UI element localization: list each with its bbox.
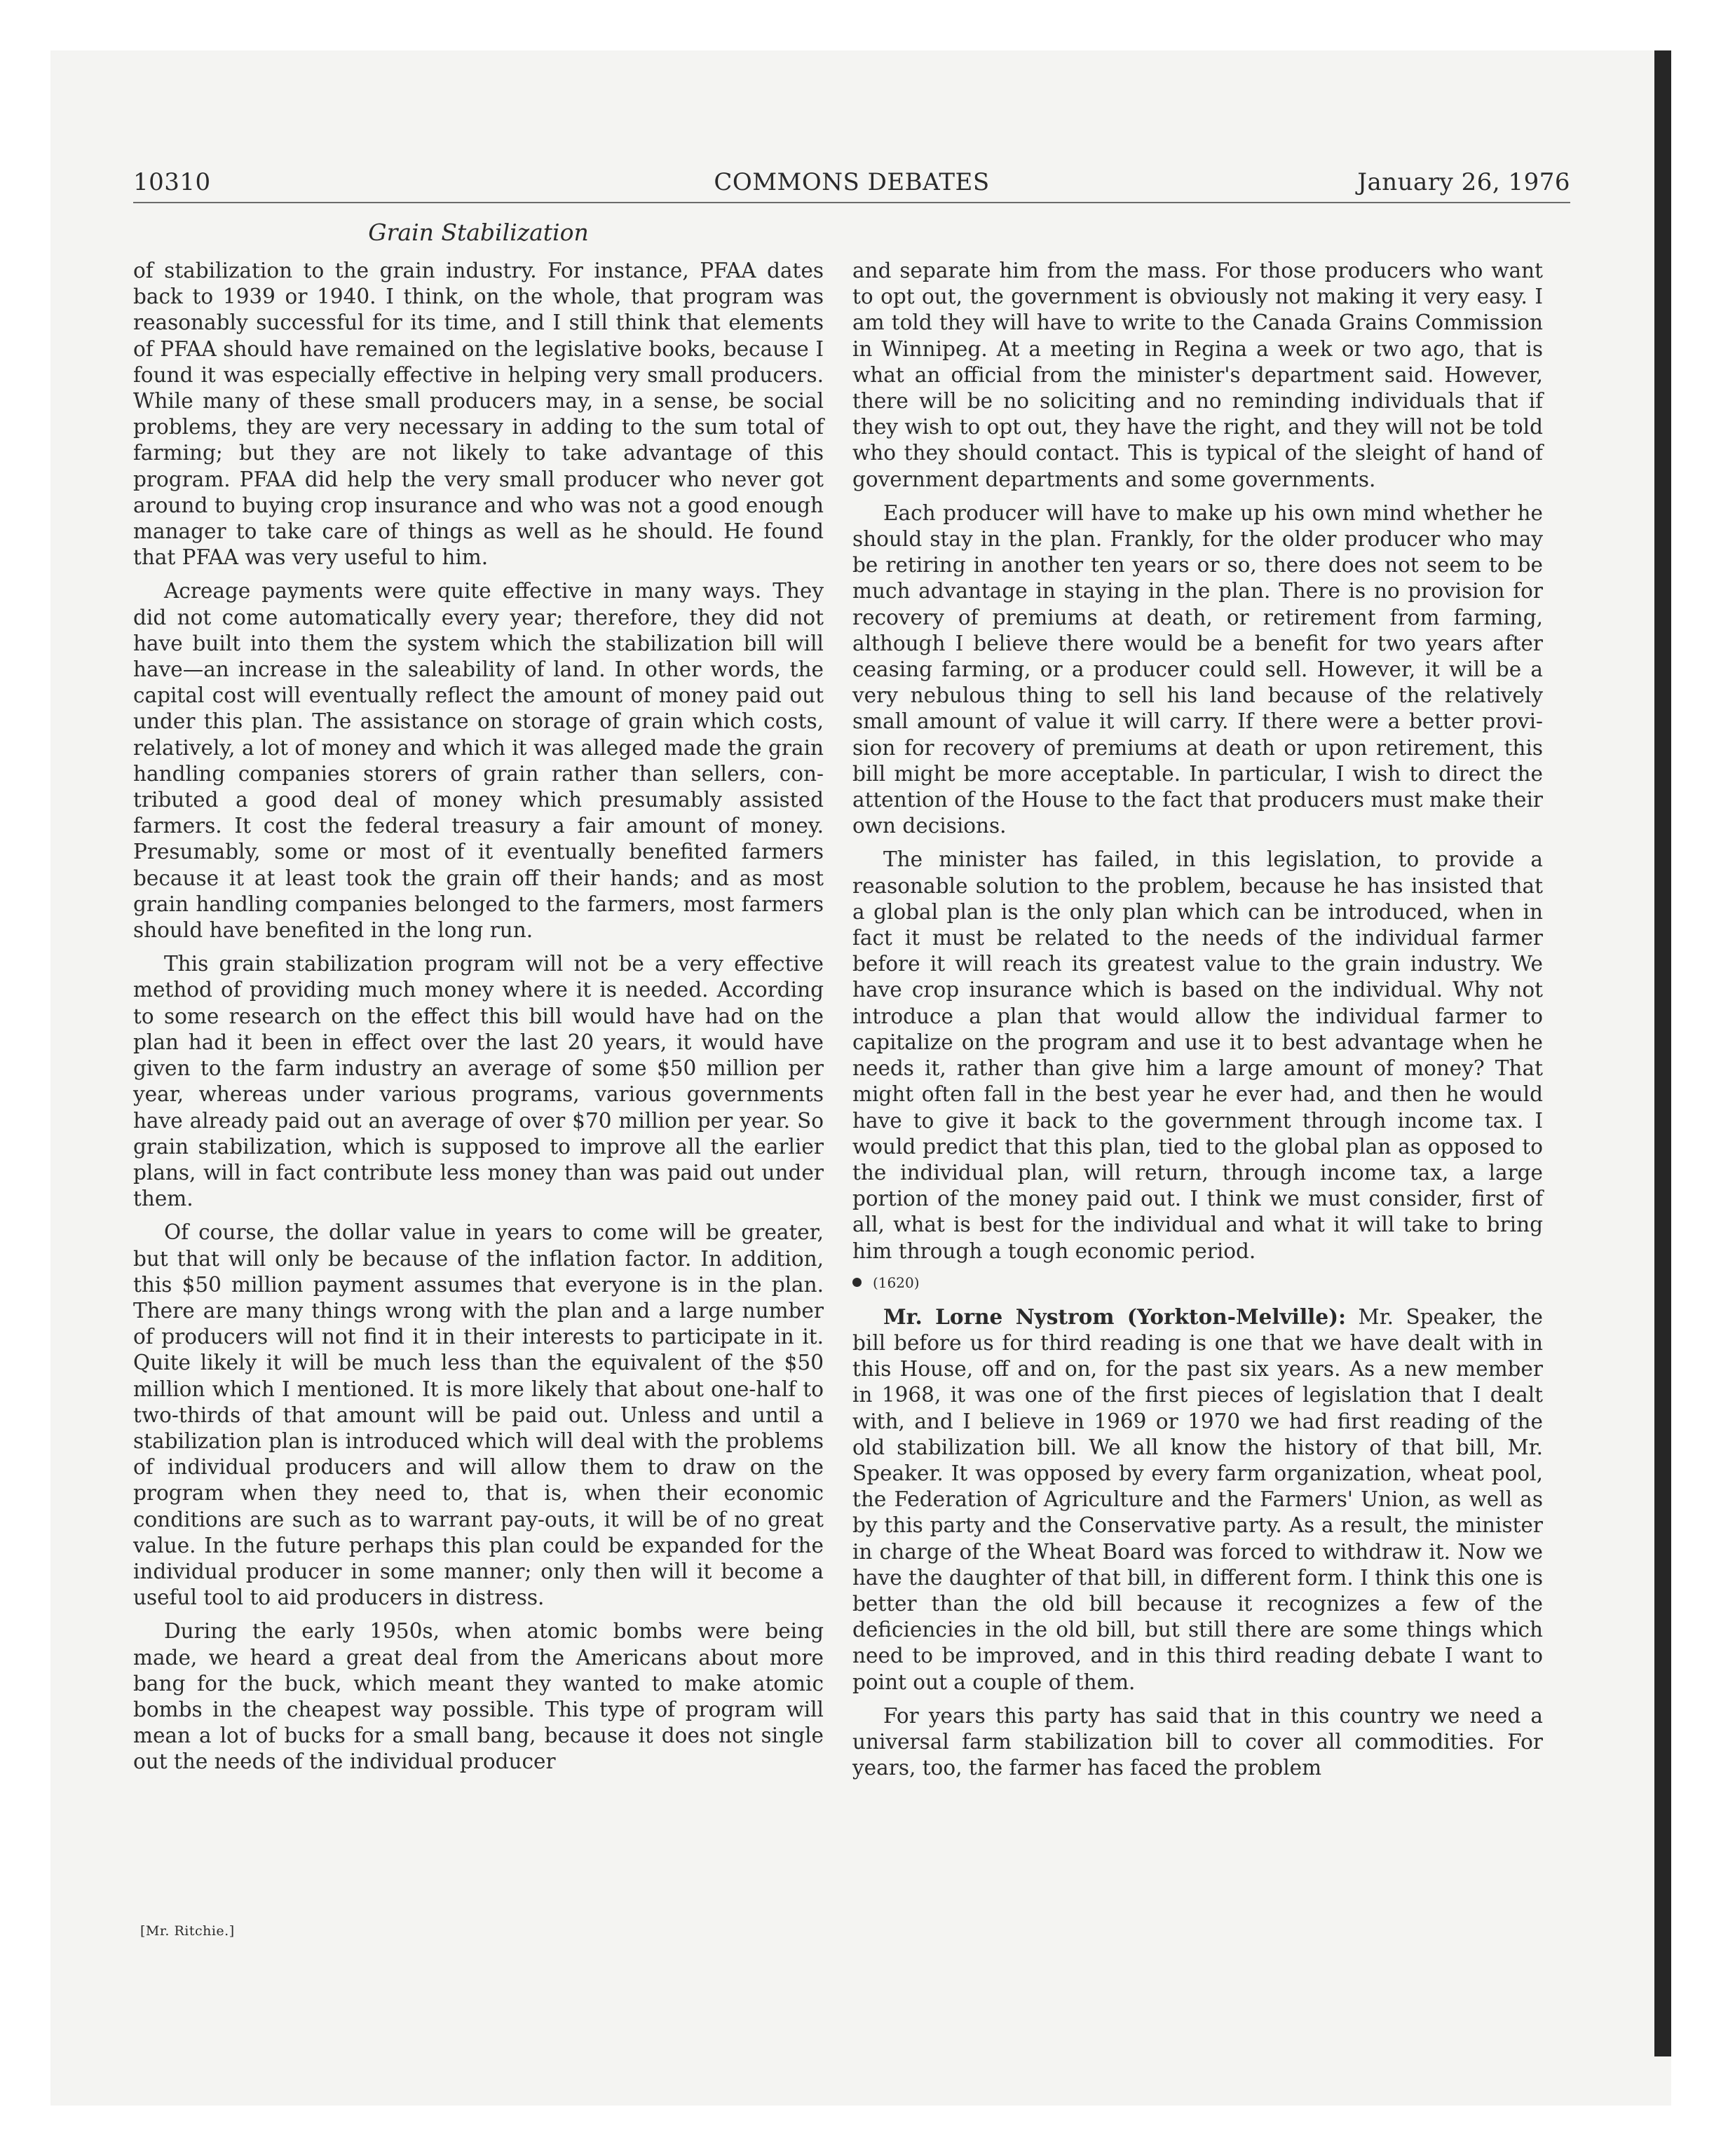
paragraph: Of course, the dollar value in years to come will be greater, but that will only be because of the inflation factor. In addition, this $50 million payment assumes that everyone is in the plan. There are many things wrong with the plan and a large number of producers will not find it in their interests to participate in it. Quite likely it will be much less than the equivalent of the $50 million which I mentioned. It is more likely that about one-half to two-thirds of that amount will be paid out. Unless and until a stabilization plan is introduced which will deal with the problems of individual producers and will allow them to draw on the program when they need to, that is, when their economic conditions are such as to warrant pay-outs, it will be of no great value. In the future perhaps this plan could be expanded for the individual producer in some manner; only then will it become a useful tool to aid producers in distress. <box>133 1220 824 1610</box>
speaker-text: Mr. Speaker, the bill before us for third reading is one that we have dealt with in this House, off and on, for the past six years. As a new member in 1968, it was one of the first pieces of legislation that I dealt with, and I believe in 1969 or 1970 we had first reading of the old stabilization bill. We all know the history of that bill, Mr. Speaker. It was opposed by every farm organization, wheat pool, the Federation of Agriculture and the Farmers' Union, as well as by this party and the Conservative party. As a result, the minister in charge of the Wheat Board was forced to withdraw it. Now we have the daughter of that bill, in different form. I think this one is better than the old bill because it recognizes a few of the deficiencies in the old bill, but still there are some things which need to be improved, and in this third reading debate I want to point out a couple of them. <box>852 1304 1543 1694</box>
time-marker <box>852 1274 1543 1291</box>
scan-edge-shadow <box>1654 50 1671 2056</box>
bullet-icon <box>852 1278 862 1287</box>
paragraph: This grain stabilization program will not be a very effective method of providing much money where it is needed. According to some research on the effect this bill would have had on the plan had it been in effect over the last 20 years, it would have given to the farm industry an average of some $50 million per year, whereas under various programs, various governments have already paid out an average of over $70 million per year. So grain stabilization, which is supposed to improve all the earlier plans, will in fact contribute less money than was paid out under them. <box>133 952 824 1211</box>
time-marker-label: (1620) <box>873 1274 920 1291</box>
paragraph: For years this party has said that in this country we need a universal farm stabilization bill to cover all commodities. For years, too, the farmer has faced the problem <box>852 1703 1543 1780</box>
paragraph: During the early 1950s, when atomic bombs were being made, we heard a great deal from the Americans about more bang for the buck, which meant they wanted to make atomic bombs in the cheapest way possible. This type of program will mean a lot of bucks for a small bang, because it does not single out the needs of the individual producer <box>133 1619 824 1774</box>
journal-title: COMMONS DEBATES <box>714 168 990 196</box>
page-header <box>133 168 1570 203</box>
paragraph: and separate him from the mass. For those producers who want to opt out, the government is obviously not making it very easy. I am told they will have to write to the Canada Grains Commission in Winnipeg. At a meeting in Regina a week or two ago, that is what an official from the minister's department said. However, there will be no soliciting and no reminding individuals that if they wish to opt out, they have the right, and they will not be told who they should contact. This is typical of the sleight of hand of government departments and some governments. <box>852 259 1543 491</box>
right-column <box>852 258 1543 1789</box>
paragraph: of stabilization to the grain industry. For instance, PFAA dates back to 1939 or 1940. I think, on the whole, that program was reasonably successful for its time, and I still think that elements of PFAA should have remained on the legislative books, because I found it was especially effective in helping very small producers. While many of these small producers may, in a sense, be social problems, they are very necessary in adding to the sum total of farming; but they are not likely to take advantage of this program. PFAA did help the very small producer who never got around to buying crop insurance and who was not a good enough manager to take care of things as well as he should. He found that PFAA was very useful to him. <box>133 259 824 570</box>
section-title: Grain Stabilization <box>368 219 589 246</box>
speaker-attribution: [Mr. Ritchie.] <box>140 1923 235 1939</box>
paragraph: The minister has failed, in this legislation, to provide a reasonable solution to the problem, because he has insisted that a global plan is the only plan which can be introduced, when in fact it must be related to the needs of the individual farmer before it will reach its greatest value to the grain industry. We have crop insurance which is based on the individual. Why not introduce a plan that would allow the individual farmer to capitalize on the program and use it to best advantage when he needs it, rather than give him a large amount of money? That might often fall in the best year he ever had, and then he would have to give it back to the government through income tax. I would predict that this plan, tied to the global plan as opposed to the individual plan, will return, through income tax, a large portion of the money paid out. I think we must consider, first of all, what is best for the individual and what it will take to bring him through a tough economic period. <box>852 847 1543 1263</box>
left-column <box>133 258 824 1783</box>
page-number: 10310 <box>133 168 211 196</box>
paragraph: Each producer will have to make up his own mind whether he should stay in the plan. Frankly, for the older producer who may be retiring in another ten years or so, there does not seem to be much advantage in staying in the plan. There is no provision for recovery of premiums at death, or retirement from farming, although I believe there would be a benefit for two years after ceasing farming, or a producer could sell. However, it will be a very nebulous thing to sell his land because of the relatively small amount of value it will carry. If there were a better provision for recovery of premiums at death or upon retirement, this bill might be more acceptable. In particular, I wish to direct the attention of the House to the fact that producers must make their own decisions. <box>852 500 1543 838</box>
speaker-name: Mr. Lorne Nystrom (Yorkton-Melville): <box>883 1304 1346 1329</box>
header-date: January 26, 1976 <box>1357 168 1570 196</box>
speaker-paragraph <box>852 1304 1543 1696</box>
paragraph: Acreage payments were quite effective in many ways. They did not come automatically every year; therefore, they did not have built into them the system which the stabilization bill will have—an increase in the saleability of land. In other words, the capital cost will eventually reflect the amount of money paid out under this plan. The assistance on storage of grain which costs, relatively, a lot of money and which it was alleged made the grain handling companies storers of grain rather than sellers, contributed a good deal of money which presumably assisted farmers. It cost the federal treasury a fair amount of money. Presumably, some or most of it eventually benefited farmers because it at least took the grain off their hands; and as most grain handling companies belonged to the farmers, most farmers should have benefited in the long run. <box>133 579 824 943</box>
